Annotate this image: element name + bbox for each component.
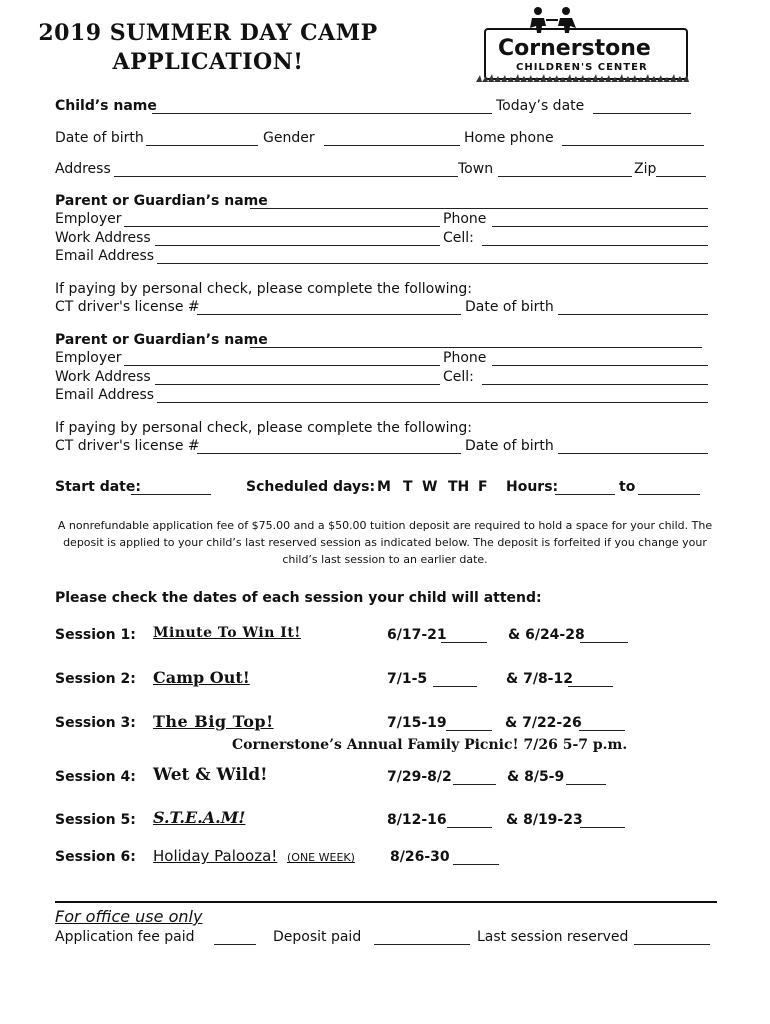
session-date1-field[interactable] bbox=[447, 827, 492, 828]
hours-label: Hours: bbox=[506, 479, 559, 495]
guardian1-cell-label: Cell: bbox=[443, 230, 474, 246]
childs-name-label: Child’s name bbox=[55, 98, 157, 114]
hours-to-field[interactable] bbox=[638, 494, 700, 495]
session-date1: 6/17-21 bbox=[387, 627, 447, 643]
session-date1-field[interactable] bbox=[441, 642, 487, 643]
session-label: Session 2: bbox=[55, 671, 136, 687]
session-date2-field[interactable] bbox=[580, 642, 628, 643]
guardian1-ct-license-label: CT driver's license # bbox=[55, 299, 200, 315]
guardian2-email-label: Email Address bbox=[55, 387, 155, 403]
start-date-field[interactable] bbox=[131, 494, 211, 495]
scheduled-days-label: Scheduled days: bbox=[246, 479, 376, 495]
form-title-line2: APPLICATION! bbox=[112, 49, 304, 75]
session-name: Wet & Wild! bbox=[153, 765, 268, 785]
home-phone-field[interactable] bbox=[562, 145, 704, 146]
guardian2-dob-field[interactable] bbox=[558, 453, 708, 454]
session-label: Session 1: bbox=[55, 627, 136, 643]
logo-subtitle: CHILDREN'S CENTER bbox=[516, 62, 648, 73]
last-session-field[interactable] bbox=[634, 944, 710, 945]
hours-from-field[interactable] bbox=[555, 494, 615, 495]
guardian2-cell-label: Cell: bbox=[443, 369, 474, 385]
session-date2-field[interactable] bbox=[568, 686, 613, 687]
guardian2-work-address-field[interactable] bbox=[155, 384, 440, 385]
deposit-field[interactable] bbox=[374, 944, 470, 945]
guardian1-phone-field[interactable] bbox=[492, 226, 708, 227]
session-date2-field[interactable] bbox=[566, 784, 606, 785]
guardian1-name-label: Parent or Guardian’s name bbox=[55, 193, 268, 209]
guardian1-work-address-field[interactable] bbox=[155, 245, 440, 246]
grass-icon bbox=[476, 74, 692, 82]
session-date2-field[interactable] bbox=[579, 730, 625, 731]
fee-note: A nonrefundable application fee of $75.00 and a $50.00 tuition deposit are required to hold a space for your child. The deposit is applied to your child’s last reserved session as indicated below. The deposit is forfeited if you change your child’s last session to an earlier date. bbox=[57, 519, 713, 566]
session-date2: & 8/19-23 bbox=[506, 812, 583, 828]
guardian2-work-address-label: Work Address bbox=[55, 369, 151, 385]
office-divider bbox=[55, 901, 717, 903]
guardian2-cell-field[interactable] bbox=[482, 384, 708, 385]
guardian1-employer-field[interactable] bbox=[124, 226, 440, 227]
todays-date-label: Today’s date bbox=[496, 98, 585, 114]
session-name: S.T.E.A.M! bbox=[153, 808, 246, 827]
guardian2-check-note: If paying by personal check, please complete the following: bbox=[55, 420, 473, 436]
session-date1-field[interactable] bbox=[446, 730, 492, 731]
guardian1-name-field[interactable] bbox=[250, 208, 708, 209]
session-date2: & 6/24-28 bbox=[508, 627, 585, 643]
address-label: Address bbox=[55, 161, 111, 177]
guardian2-email-field[interactable] bbox=[157, 402, 708, 403]
app-fee-field[interactable] bbox=[214, 944, 256, 945]
session-date2: & 8/5-9 bbox=[507, 769, 565, 785]
deposit-label: Deposit paid bbox=[273, 929, 362, 945]
day-wednesday[interactable]: W bbox=[422, 479, 438, 495]
session-date1-field[interactable] bbox=[433, 686, 477, 687]
guardian1-ct-license-field[interactable] bbox=[197, 314, 461, 315]
day-thursday[interactable]: TH bbox=[448, 479, 470, 495]
session-date1: 7/29-8/2 bbox=[387, 769, 452, 785]
day-monday[interactable]: M bbox=[377, 479, 391, 495]
guardian2-dob-label: Date of birth bbox=[465, 438, 554, 454]
guardian1-employer-label: Employer bbox=[55, 211, 122, 227]
start-date-label: Start date: bbox=[55, 479, 141, 495]
office-heading: For office use only bbox=[55, 907, 203, 926]
session-name: Camp Out! bbox=[153, 668, 250, 687]
guardian1-dob-label: Date of birth bbox=[465, 299, 554, 315]
zip-field[interactable] bbox=[656, 176, 706, 177]
session-name: Holiday Palooza! bbox=[153, 847, 278, 865]
session-date2-field[interactable] bbox=[580, 827, 625, 828]
sessions-heading: Please check the dates of each session your child will attend: bbox=[55, 590, 542, 606]
day-friday[interactable]: F bbox=[478, 479, 488, 495]
childs-name-field[interactable] bbox=[152, 113, 492, 114]
session-label: Session 4: bbox=[55, 769, 136, 785]
last-session-label: Last session reserved bbox=[477, 929, 629, 945]
session-label: Session 3: bbox=[55, 715, 136, 731]
session-duration-note: (ONE WEEK) bbox=[287, 851, 355, 864]
gender-label: Gender bbox=[263, 130, 315, 146]
guardian1-email-label: Email Address bbox=[55, 248, 155, 264]
town-label: Town bbox=[458, 161, 494, 177]
town-field[interactable] bbox=[498, 176, 632, 177]
dob-field[interactable] bbox=[146, 145, 258, 146]
session-date1: 7/15-19 bbox=[387, 715, 447, 731]
guardian2-ct-license-label: CT driver's license # bbox=[55, 438, 200, 454]
dob-label: Date of birth bbox=[55, 130, 144, 146]
guardian2-ct-license-field[interactable] bbox=[197, 453, 461, 454]
guardian2-phone-label: Phone bbox=[443, 350, 487, 366]
guardian1-email-field[interactable] bbox=[157, 263, 708, 264]
zip-label: Zip bbox=[634, 161, 657, 177]
todays-date-field[interactable] bbox=[593, 113, 691, 114]
session-date2: & 7/8-12 bbox=[506, 671, 573, 687]
address-field[interactable] bbox=[114, 176, 458, 177]
guardian2-employer-field[interactable] bbox=[124, 365, 440, 366]
hours-to-label: to bbox=[619, 479, 636, 495]
guardian1-cell-field[interactable] bbox=[482, 245, 708, 246]
picnic-note: Cornerstone’s Annual Family Picnic! 7/26 5-7 p.m. bbox=[232, 737, 628, 753]
guardian1-dob-field[interactable] bbox=[558, 314, 708, 315]
session-label: Session 6: bbox=[55, 849, 136, 865]
guardian2-employer-label: Employer bbox=[55, 350, 122, 366]
session-date2: & 7/22-26 bbox=[505, 715, 582, 731]
session-date1-field[interactable] bbox=[453, 864, 499, 865]
logo-name: Cornerstone bbox=[498, 36, 651, 61]
guardian1-check-note: If paying by personal check, please complete the following: bbox=[55, 281, 473, 297]
session-date1: 8/26-30 bbox=[390, 849, 450, 865]
guardian1-work-address-label: Work Address bbox=[55, 230, 151, 246]
gender-field[interactable] bbox=[324, 145, 460, 146]
guardian2-name-label: Parent or Guardian’s name bbox=[55, 332, 268, 348]
home-phone-label: Home phone bbox=[464, 130, 554, 146]
session-date1: 8/12-16 bbox=[387, 812, 447, 828]
session-name: Minute To Win It! bbox=[153, 625, 301, 641]
session-date1: 7/1-5 bbox=[387, 671, 428, 687]
app-fee-label: Application fee paid bbox=[55, 929, 195, 945]
session-label: Session 5: bbox=[55, 812, 136, 828]
session-date1-field[interactable] bbox=[453, 784, 496, 785]
form-title-line1: 2019 SUMMER DAY CAMP bbox=[38, 20, 378, 46]
session-name: The Big Top! bbox=[153, 712, 274, 731]
guardian2-phone-field[interactable] bbox=[492, 365, 708, 366]
guardian1-phone-label: Phone bbox=[443, 211, 487, 227]
guardian2-name-field[interactable] bbox=[250, 347, 702, 348]
day-tuesday[interactable]: T bbox=[403, 479, 413, 495]
